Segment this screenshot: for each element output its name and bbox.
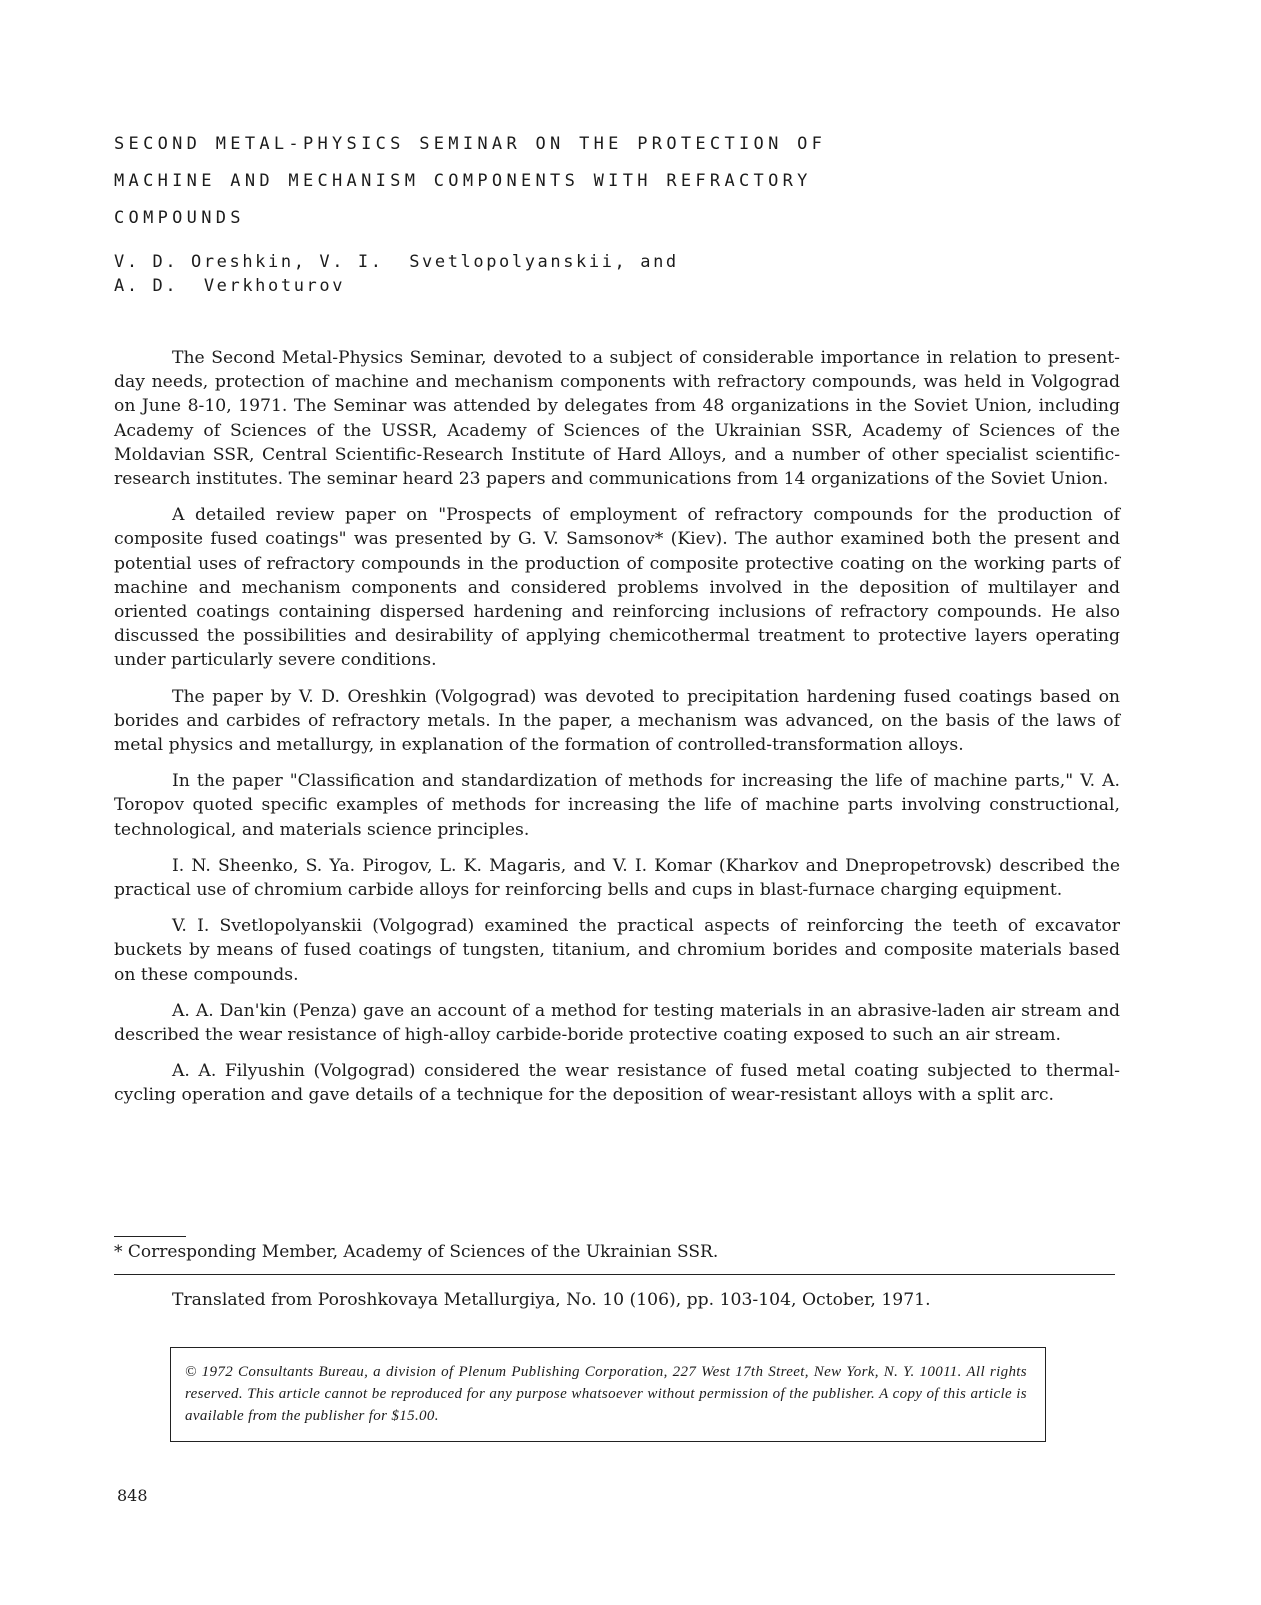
author-line: V. D. Oreshkin, V. I. Svetlopolyanskii, and bbox=[114, 252, 679, 272]
section-divider bbox=[114, 1274, 1115, 1275]
body-paragraph: The paper by V. D. Oreshkin (Volgograd) was devoted to precipitation hardening fused coatings based on borides and carbides of refractory metals. In the paper, a mechanism was advanced, on the basis of the laws of metal physics and metallurgy, in explanation of the formation of controlled-transformation alloys. bbox=[114, 686, 1120, 756]
body-paragraph: In the paper "Classification and standardization of methods for increasing the life of machine parts," V. A. Toropov quoted specific examples of methods for increasing the life of machine parts involving constructional, technological, and materials science principles. bbox=[114, 771, 1120, 840]
copyright-text: © 1972 Consultants Bureau, a division of Plenum Publishing Corporation, 227 West 17th Street, New York, N. Y. 10011. All rights reserved. This article cannot be reproduced for any purpose whatsoever without permission of the publisher. A copy of this article is available from the publisher for $15.00. bbox=[185, 1364, 1027, 1424]
author-line: A. D. Verkhoturov bbox=[114, 276, 346, 296]
title-line: MACHINE AND MECHANISM COMPONENTS WITH REFRACTORY bbox=[114, 171, 812, 191]
body-paragraph: The Second Metal-Physics Seminar, devoted to a subject of considerable importance in relation to present-day needs, protection of machine and mechanism components with refractory compounds, was held in Volgograd on June 8-10, 1971. The Seminar was attended by delegates from 48 organizations in the Soviet Union, including Academy of Sciences of the USSR, Academy of Sciences of the Ukrainian SSR, Academy of Sciences of the Moldavian SSR, Central Scientific-Research Institute of Hard Alloys, and a number of other specialist scientific-research institutes. The seminar heard 23 papers and communications from 14 organizations of the Soviet Union. bbox=[114, 348, 1120, 490]
copyright-notice-box bbox=[170, 1347, 1046, 1442]
body-paragraph: I. N. Sheenko, S. Ya. Pirogov, L. K. Magaris, and V. I. Komar (Kharkov and Dnepropetrovsk) described the practical use of chromium carbide alloys for reinforcing bells and cups in blast-furnace charging equipment. bbox=[114, 855, 1120, 901]
title-line: SECOND METAL-PHYSICS SEMINAR ON THE PROTECTION OF bbox=[114, 134, 827, 154]
body-paragraph: A. A. Dan'kin (Penza) gave an account of a method for testing materials in an abrasive-laden air stream and described the wear resistance of high-alloy carbide-boride protective coating exposed to such an air stream. bbox=[114, 1000, 1120, 1046]
body-paragraph: V. I. Svetlopolyanskii (Volgograd) examined the practical aspects of reinforcing the teeth of excavator buckets by means of fused coatings of tungsten, titanium, and chromium borides and composite materials based on these compounds. bbox=[114, 916, 1120, 985]
title-line: COMPOUNDS bbox=[114, 208, 245, 228]
translation-source-note: Translated from Poroshkovaya Metallurgiya, No. 10 (106), pp. 103-104, October, 1971. bbox=[172, 1290, 931, 1310]
author-list bbox=[114, 250, 679, 298]
body-paragraph: A. A. Filyushin (Volgograd) considered the wear resistance of fused metal coating subjected to thermal-cycling operation and gave details of a technique for the deposition of wear-resistant alloys with a split arc. bbox=[114, 1061, 1120, 1106]
footnote: * Corresponding Member, Academy of Sciences of the Ukrainian SSR. bbox=[114, 1242, 719, 1262]
footnote-divider bbox=[114, 1236, 186, 1237]
page-number: 848 bbox=[117, 1486, 148, 1505]
body-paragraph: A detailed review paper on "Prospects of employment of refractory compounds for the production of composite fused coatings" was presented by G. V. Samsonov* (Kiev). The author examined both the present and potential uses of refractory compounds in the production of composite protective coating on the working parts of machine and mechanism components and considered problems involved in the deposition of multilayer and oriented coatings containing dispersed hardening and reinforcing inclusions of refractory compounds. He also discussed the possibilities and desirability of applying chemicothermal treatment to protective layers operating under particularly severe conditions. bbox=[114, 505, 1120, 671]
article-body bbox=[114, 346, 1120, 1120]
article-title bbox=[114, 126, 1014, 237]
